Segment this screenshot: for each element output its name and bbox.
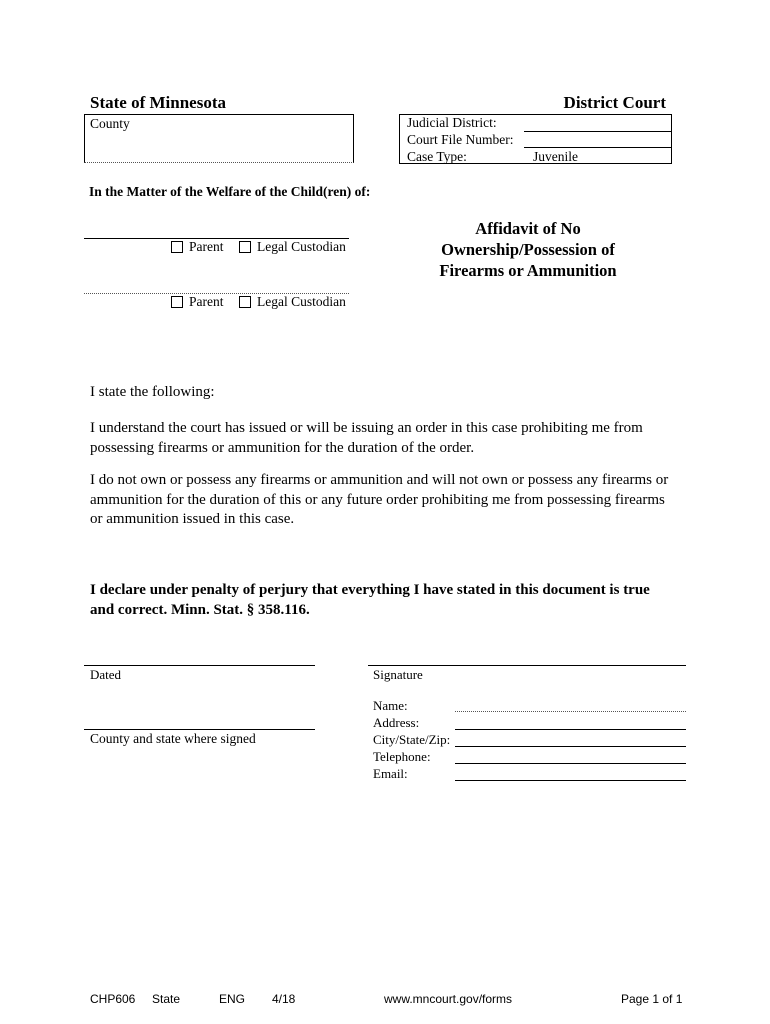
perjury-declaration — [90, 580, 690, 620]
form-revision: 4/18 — [272, 992, 296, 1006]
telephone-label: Telephone: — [373, 749, 431, 764]
address-field[interactable] — [455, 729, 686, 730]
judicial-district-label: Judicial District: — [407, 115, 497, 130]
form-category: State — [152, 992, 181, 1006]
city-state-zip-field[interactable] — [455, 746, 686, 747]
paragraph-line: possessing firearms or ammunition for the duration of the order. — [90, 439, 475, 456]
name-field[interactable] — [455, 711, 686, 712]
document-title — [401, 218, 655, 281]
county-state-field[interactable] — [84, 729, 315, 730]
email-label: Email: — [373, 766, 408, 781]
county-label: County — [90, 116, 130, 131]
paragraph-line: ammunition for the duration of this or any future order prohibiting me from possessing firearms — [90, 491, 665, 508]
parent-checkbox-label: Parent — [189, 239, 224, 254]
form-language: ENG — [219, 992, 246, 1006]
paragraph-order-notice — [90, 419, 690, 458]
case-type-value: Juvenile — [533, 149, 578, 164]
parent-checkbox[interactable] — [171, 296, 183, 308]
paragraph-no-firearms — [90, 471, 690, 530]
case-type-label: Case Type: — [407, 149, 467, 164]
paragraph-line: I do not own or possess any firearms or ammunition and will not own or possess any firearms or — [90, 472, 669, 488]
court-file-number-label: Court File Number: — [407, 132, 514, 147]
legal-custodian-checkbox[interactable] — [239, 296, 251, 308]
signature-field[interactable] — [368, 665, 686, 666]
form-id: CHP606 — [90, 992, 136, 1006]
title-line: Affidavit of No — [475, 219, 581, 238]
judicial-district-field[interactable] — [524, 131, 672, 132]
legal-custodian-checkbox-label: Legal Custodian — [257, 294, 346, 309]
telephone-field[interactable] — [455, 763, 686, 764]
matter-heading: In the Matter of the Welfare of the Child(ren) of: — [89, 184, 371, 199]
email-field[interactable] — [455, 780, 686, 781]
title-line: Ownership/Possession of — [441, 240, 615, 259]
forms-url: www.mncourt.gov/forms — [384, 992, 513, 1006]
name-label: Name: — [373, 698, 408, 713]
parent-checkbox[interactable] — [171, 241, 183, 253]
city-state-zip-label: City/State/Zip: — [373, 732, 451, 747]
county-state-label: County and state where signed — [90, 731, 256, 746]
court-file-number-field[interactable] — [524, 147, 672, 148]
page-number: Page 1 of 1 — [621, 992, 683, 1006]
perjury-line: and correct. Minn. Stat. § 358.116. — [90, 602, 310, 618]
perjury-line: I declare under penalty of perjury that everything I have stated in this document is true — [90, 582, 650, 598]
paragraph-line: or ammunition issued in this case. — [90, 511, 295, 527]
state-heading: State of Minnesota — [90, 93, 226, 112]
legal-custodian-checkbox-label: Legal Custodian — [257, 239, 346, 254]
address-label: Address: — [373, 715, 420, 730]
signature-label: Signature — [373, 667, 423, 682]
paragraph-line: I understand the court has issued or will be issuing an order in this case prohibiting me from — [90, 420, 643, 436]
legal-custodian-checkbox[interactable] — [239, 241, 251, 253]
dated-field[interactable] — [84, 665, 315, 666]
court-heading: District Court — [563, 93, 666, 112]
intro-statement: I state the following: — [90, 384, 215, 400]
dated-label: Dated — [90, 667, 122, 682]
parent-checkbox-label: Parent — [189, 294, 224, 309]
title-line: Firearms or Ammunition — [439, 261, 617, 280]
